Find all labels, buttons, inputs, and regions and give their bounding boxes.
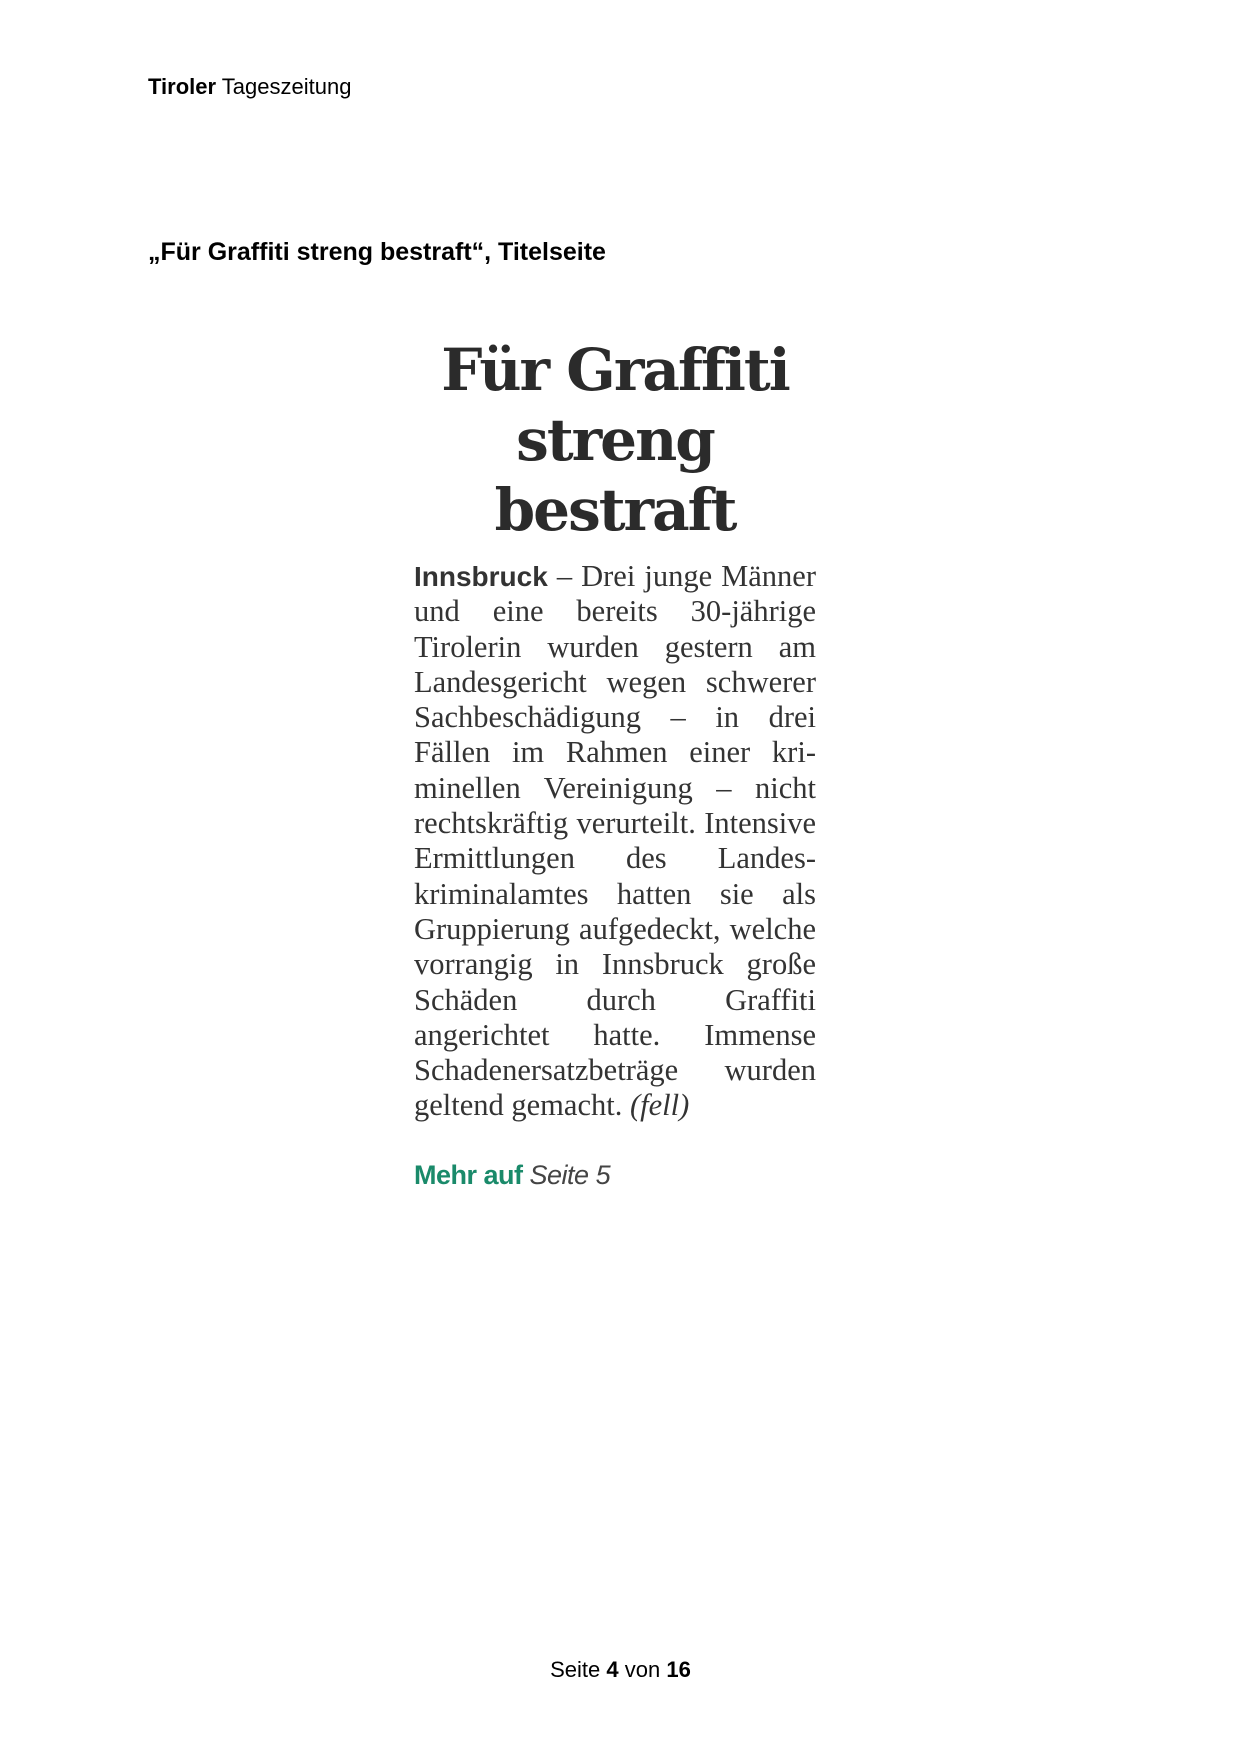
newspaper-clipping xyxy=(414,335,816,1192)
footer-prefix: Seite xyxy=(550,1657,601,1682)
footer-separator: von xyxy=(624,1657,661,1682)
footer-total-pages: 16 xyxy=(666,1657,691,1682)
article-body xyxy=(414,559,816,1124)
publication-header xyxy=(148,72,351,102)
publication-brand: Tiroler xyxy=(148,74,217,99)
article-headline xyxy=(414,335,816,545)
more-page: Seite 5 xyxy=(529,1159,611,1190)
page-number-footer xyxy=(0,1655,1241,1685)
dateline-dash: – xyxy=(547,559,582,593)
footer-current-page: 4 xyxy=(606,1657,619,1682)
article-dateline: Innsbruck xyxy=(414,561,548,592)
author-signature: (fell) xyxy=(629,1088,690,1123)
document-title: „Für Graffiti streng bestraft“, Titelseite xyxy=(148,238,606,266)
article-text: Drei junge Männer und eine bereits 30-jährige Tirolerin wurden gestern am Landesgericht wegen schwerer Sachbeschädigung – in drei Fällen im Rahmen einer kriminellen Vereinigung – nicht rechtskräftig verurteilt. Intensive Ermittlungen des Landeskriminalamtes hatten sie als Gruppierung aufgedeckt, welche vorrangig in Innsbruck große Schäden durch Graffiti angerichtet hatte. Immense Schadenersatzbeträge wurden geltend gemacht. xyxy=(414,559,816,1123)
more-on-page-link xyxy=(414,1158,816,1192)
publication-name: Tageszeitung xyxy=(221,74,352,99)
headline-line-1: Für Graffiti xyxy=(441,336,789,404)
more-label: Mehr auf xyxy=(414,1159,523,1190)
headline-line-2: streng bestraft xyxy=(494,406,736,544)
